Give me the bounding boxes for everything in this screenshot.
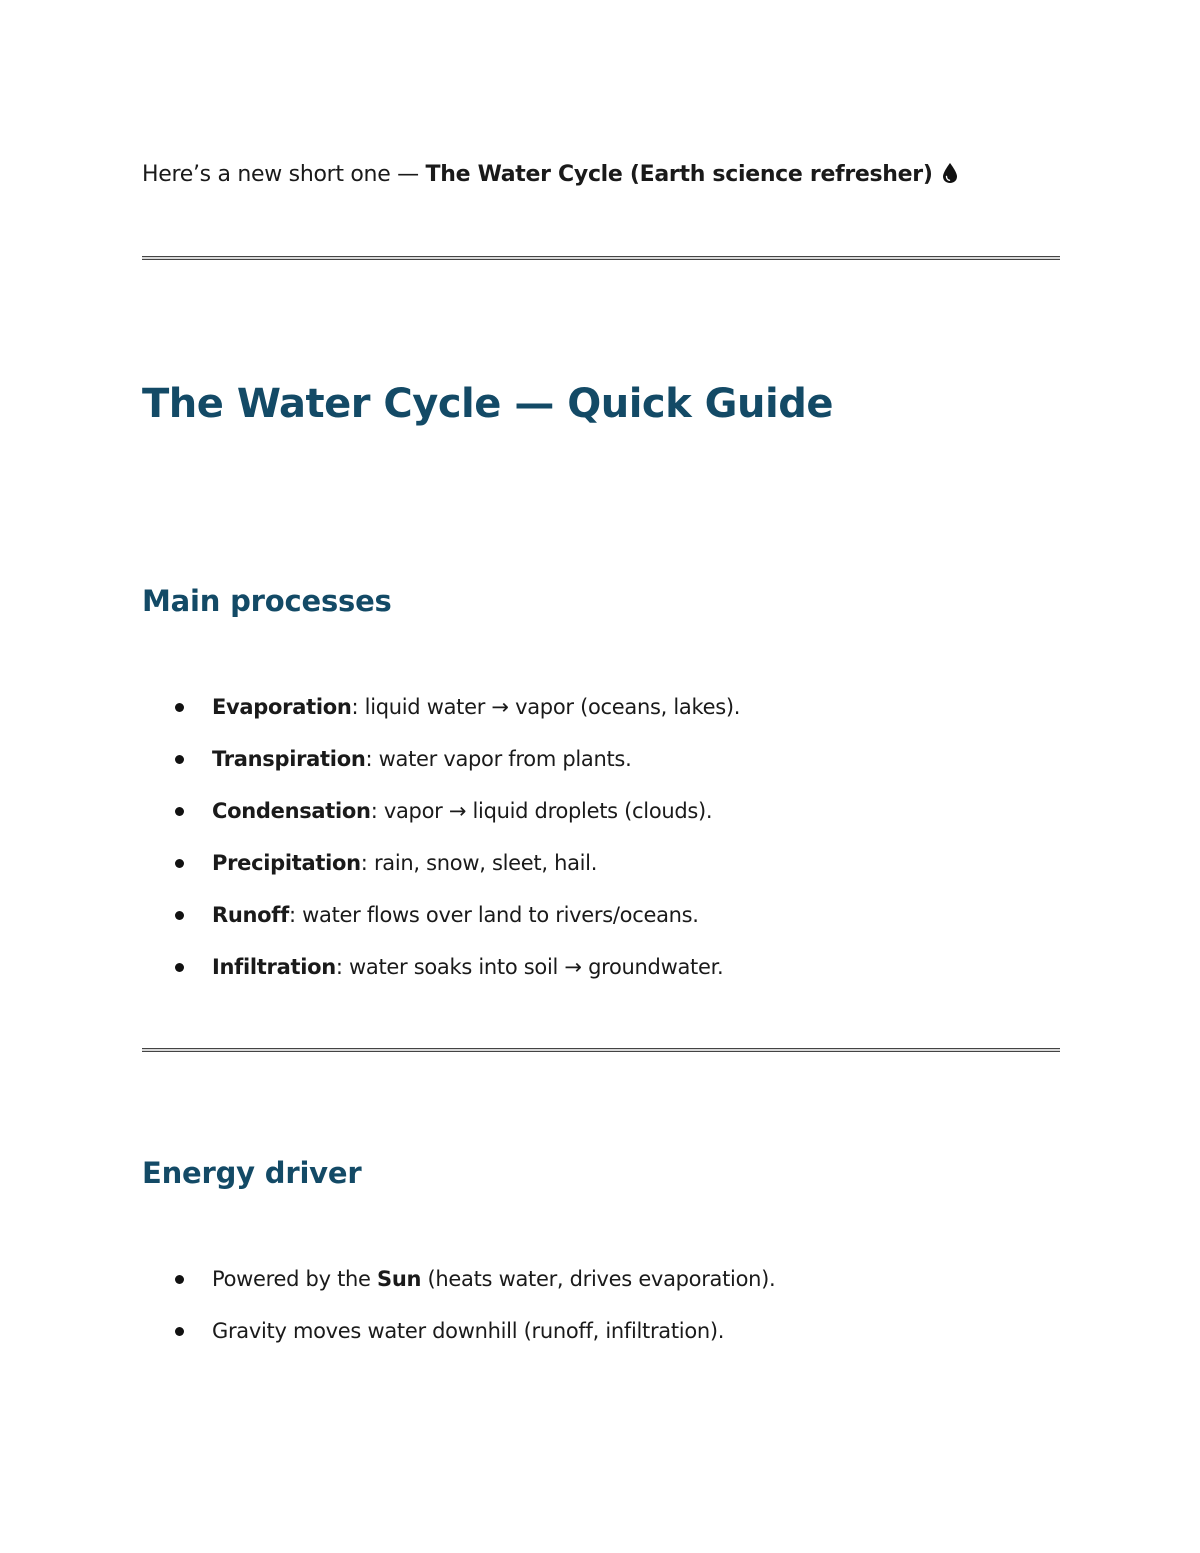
intro-line xyxy=(142,160,959,190)
horizontal-rule xyxy=(142,1048,1060,1052)
list-item-text: : water vapor from plants. xyxy=(365,747,632,771)
list-item-text: : rain, snow, sleet, hail. xyxy=(360,851,598,875)
section-heading-energy-driver: Energy driver xyxy=(142,1156,362,1190)
list-item xyxy=(142,848,740,900)
bullet-icon xyxy=(175,1327,184,1336)
list-item xyxy=(142,796,740,848)
list-item xyxy=(142,692,740,744)
page-title: The Water Cycle — Quick Guide xyxy=(142,381,833,427)
list-item-text: Gravity moves water downhill (runoff, infiltration). xyxy=(212,1319,725,1343)
intro-bold-title: The Water Cycle (Earth science refresher) xyxy=(425,162,933,187)
list-item-term: Evaporation xyxy=(212,695,352,719)
bullet-icon xyxy=(175,963,184,972)
intro-prefix: Here’s a new short one — xyxy=(142,162,426,187)
list-item-text-before: Powered by the xyxy=(212,1267,378,1291)
list-item-text: : vapor → liquid droplets (clouds). xyxy=(370,799,713,823)
list-item-bold: Sun xyxy=(377,1267,422,1291)
bullet-icon xyxy=(175,755,184,764)
horizontal-rule xyxy=(142,256,1060,260)
list-item-term: Runoff xyxy=(212,903,289,927)
list-item-text: : liquid water → vapor (oceans, lakes). xyxy=(351,695,741,719)
bullet-icon xyxy=(175,859,184,868)
list-item-term: Condensation xyxy=(212,799,371,823)
list-item-text-after: (heats water, drives evaporation). xyxy=(421,1267,776,1291)
list-item xyxy=(142,952,740,1004)
list-item-term: Infiltration xyxy=(212,955,336,979)
list-item xyxy=(142,1264,775,1316)
droplet-icon xyxy=(941,162,959,184)
energy-driver-list xyxy=(142,1264,775,1368)
list-item-term: Precipitation xyxy=(212,851,361,875)
list-item xyxy=(142,1316,775,1368)
bullet-icon xyxy=(175,911,184,920)
list-item xyxy=(142,744,740,796)
list-item-text: : water soaks into soil → groundwater. xyxy=(335,955,724,979)
bullet-icon xyxy=(175,807,184,816)
list-item-term: Transpiration xyxy=(212,747,366,771)
list-item xyxy=(142,900,740,952)
bullet-icon xyxy=(175,703,184,712)
bullet-icon xyxy=(175,1275,184,1284)
main-processes-list xyxy=(142,692,740,1004)
list-item-text: : water flows over land to rivers/oceans. xyxy=(288,903,699,927)
section-heading-main-processes: Main processes xyxy=(142,584,392,618)
